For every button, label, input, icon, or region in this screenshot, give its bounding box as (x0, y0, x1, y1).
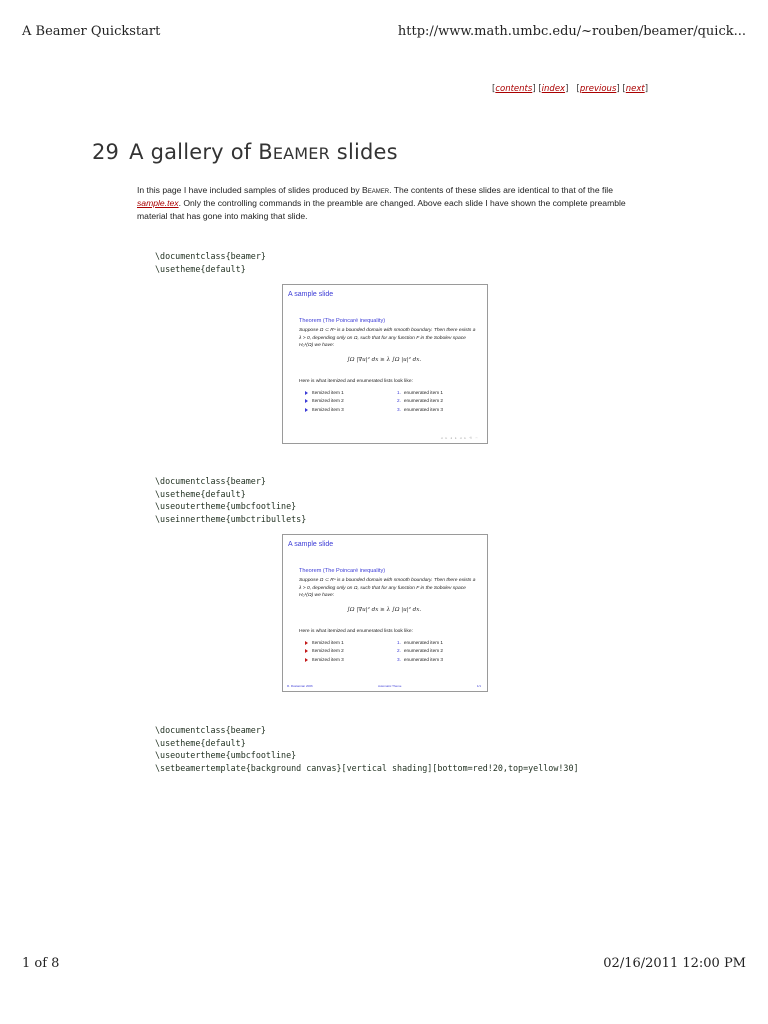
triangle-bullet-icon (305, 658, 308, 662)
list-item: Itemized item 2 (305, 647, 344, 655)
slide-theorem: Theorem (The Poincaré inequality) (299, 318, 386, 324)
list-item: 1. enumerated item 1 (397, 390, 444, 395)
print-timestamp: 02/16/2011 12:00 PM (603, 956, 746, 971)
section-title-post: slides (329, 140, 398, 164)
intro-text-2: . The contents of these slides are identical to that of the file (389, 185, 613, 195)
list-item: 2. enumerated item 2 (397, 398, 444, 404)
list-item: Itemized item 2 (305, 397, 344, 405)
list-item: Itemized item 3 (305, 406, 344, 414)
section-number: 29 (92, 140, 120, 164)
next-link[interactable]: next (625, 84, 645, 94)
slide-formula: ∫Ω |∇u|² dx ≥ λ ∫Ω |u|² dx. (347, 607, 422, 613)
contents-link[interactable]: contents (495, 84, 533, 94)
slide-preview-1 (282, 284, 488, 444)
header-title: A Beamer Quickstart (22, 24, 161, 39)
code-block-1: \documentclass{beamer} \usetheme{default} (155, 251, 266, 274)
triangle-bullet-icon (305, 391, 308, 395)
triangle-bullet-icon (305, 399, 308, 403)
slide-lists-intro: Here is what itemized and enumerated lists look like: (299, 629, 413, 634)
list-item: Itemized item 1 (305, 639, 344, 647)
list-item: 1. enumerated item 1 (397, 640, 444, 645)
slide-nav-symbols: ◂ ▸ ◂ ▸ ◂ ▸ ⟲ ∽ (440, 436, 479, 440)
slide-footer-left: R. Rostamian 2006 (287, 684, 313, 688)
section-title-pre: A gallery of (129, 140, 259, 164)
page-nav: [contents] [index] [previous] [next] (492, 84, 649, 94)
slide-enumerated-list (397, 639, 443, 664)
code-block-2: \documentclass{beamer} \usetheme{default} \useoutertheme{umbcfootline} \useinnertheme{umbctribullets} (155, 476, 307, 524)
slide-footer-right: 1/1 (476, 684, 481, 688)
slide-body: Suppose Ω ⊂ Rⁿ is a bounded domain with smooth boundary. Then there exists a λ > 0, depending only on Ω, such that for any function F in the Sobolev space H₀¹(Ω) we have: (299, 328, 476, 349)
code-block-3: \documentclass{beamer} \usetheme{default} \useoutertheme{umbcfootline} \setbeamertemplate{background canvas}[vertical shading][bottom=red!20,top=yellow!30] (155, 725, 579, 773)
previous-link[interactable]: previous (579, 84, 617, 94)
slide-theorem: Theorem (The Poincaré inequality) (299, 568, 386, 574)
section-title (92, 140, 398, 164)
slide-footer-mid: Automatic Theme (378, 684, 402, 688)
slide-itemized-list (305, 639, 344, 664)
slide-body: Suppose Ω ⊂ Rⁿ is a bounded domain with smooth boundary. Then there exists a λ > 0, depending only on Ω, such that for any function F in the Sobolev space H₀¹(Ω) we have: (299, 578, 476, 599)
slide-preview-2 (282, 534, 488, 692)
list-item: Itemized item 3 (305, 656, 344, 664)
slide-itemized-list (305, 389, 344, 414)
triangle-bullet-icon (305, 408, 308, 412)
page-count: 1 of 8 (22, 956, 60, 971)
slide-title: A sample slide (288, 541, 334, 548)
triangle-bullet-icon (305, 649, 308, 653)
list-item: 3. enumerated item 3 (397, 406, 444, 412)
slide-title: A sample slide (288, 291, 334, 298)
list-item: Itemized item 1 (305, 389, 344, 397)
slide-enumerated-list (397, 389, 443, 414)
section-title-B: B (258, 140, 273, 164)
list-item: 2. enumerated item 2 (397, 648, 444, 654)
slide-lists-intro: Here is what itemized and enumerated lists look like: (299, 379, 413, 384)
section-title-eamer: EAMER (272, 144, 330, 163)
sample-tex-link[interactable]: sample.tex (137, 198, 179, 208)
intro-text-1: In this page I have included samples of slides produced by (137, 185, 363, 195)
intro-text-3: . Only the controlling commands in the preamble are changed. Above each slide I have shown the complete preamble material that has gone into making that slide. (137, 198, 626, 221)
intro-beamer: Beamer (362, 185, 390, 195)
header-url: http://www.math.umbc.edu/~rouben/beamer/quick... (397, 24, 746, 39)
intro-paragraph (137, 184, 637, 223)
slide-formula: ∫Ω |∇u|² dx ≥ λ ∫Ω |u|² dx. (347, 357, 422, 363)
index-link[interactable]: index (541, 84, 566, 94)
triangle-bullet-icon (305, 641, 308, 645)
list-item: 3. enumerated item 3 (397, 656, 444, 662)
